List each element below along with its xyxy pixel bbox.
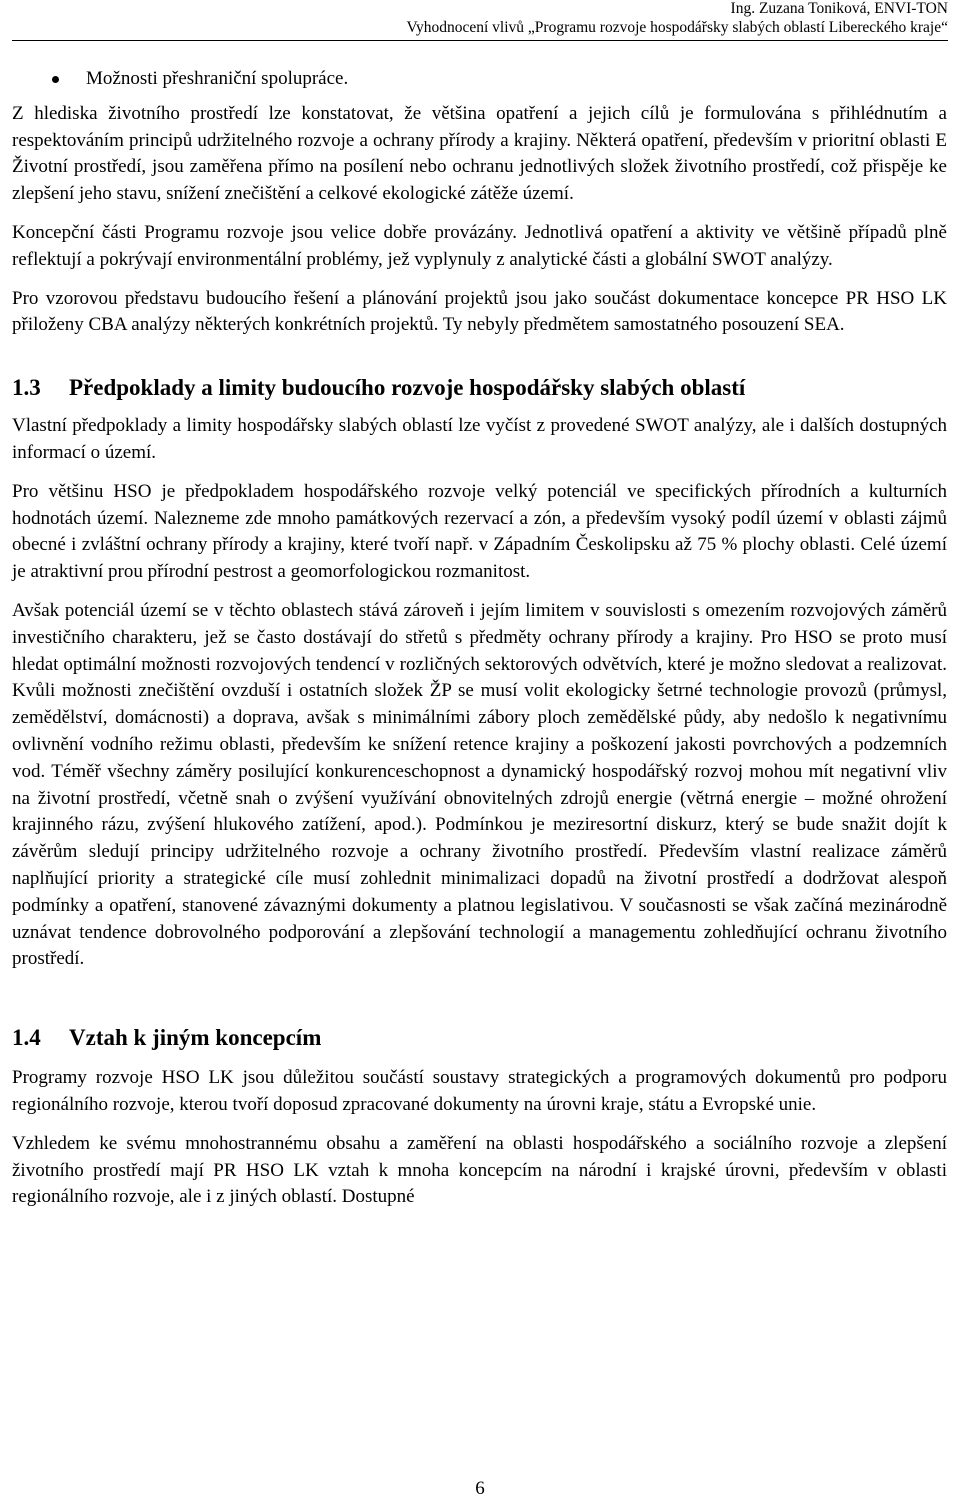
section-heading-1-3 xyxy=(12,373,947,403)
paragraph-1-4-b: Vzhledem ke svému mnohostrannému obsahu a zaměření na oblasti hospodářského a sociálního rozvoje a zlepšení životního prostředí mají PR HSO LK vztah k mnoha koncepcím na národní i krajské úrovni, především v oblasti regionálního rozvoje, ale i z jiných oblastí. Dostupné xyxy=(12,1132,947,1208)
section-number: 1.4 xyxy=(12,1025,41,1051)
header-author: Ing. Zuzana Toniková, ENVI-TON xyxy=(730,0,948,17)
section-number: 1.3 xyxy=(12,375,41,401)
section-title: Vztah k jiným koncepcím xyxy=(69,1025,322,1051)
page-header xyxy=(12,0,948,41)
section-title: Předpoklady a limity budoucího rozvoje hospodářsky slabých oblastí xyxy=(69,375,746,401)
bullet-dot-icon xyxy=(52,76,59,83)
bullet-item xyxy=(12,66,947,93)
paragraph-cba: Pro vzorovou představu budoucího řešení a plánování projektů jsou jako součást dokumentace koncepce PR HSO LK přiloženy CBA analýzy některých konkrétních projektů. Ty nebyly předmětem samostatného posouzení SEA. xyxy=(12,287,947,336)
paragraph-1-3-a: Vlastní předpoklady a limity hospodářsky slabých oblastí lze vyčíst z provedené SWOT analýzy, ale i dalších dostupných informací o území. xyxy=(12,415,947,463)
section-heading-1-4 xyxy=(12,1023,947,1053)
page-number: 6 xyxy=(475,1478,485,1499)
paragraph-environment: Z hlediska životního prostředí lze konstatovat, že většina opatření a jejich cílů je formulována s přihlédnutím a respektováním principů udržitelného rozvoje a ochrany přírody a krajiny. Některá opatření, především v prioritní oblasti E Životní prostředí, jsou zaměřena přímo na posílení nebo ochranu jednotlivých složek životního prostředí, což přispěje ke zlepšení jeho stavu, snížení znečištění a celkové ekologické zátěže území. xyxy=(12,102,947,205)
bullet-text: Možnosti přeshraniční spolupráce. xyxy=(86,68,349,89)
page-body xyxy=(12,66,947,1223)
paragraph-1-3-c: Avšak potenciál území se v těchto oblastech stává zároveň i jejím limitem v souvislosti s omezením rozvojových záměrů investičního charakteru, jež se často dostávají do střetů s předměty ochrany přírody a krajiny. Pro HSO se proto musí hledat optimální možnosti rozvojových tendencí v rozličných sektorových odvětvích, které je možno sledovat a realizovat. Kvůli možnosti znečištění ovzduší i ostatních složek ŽP se musí volit ekologicky šetrné technologie provozů (průmysl, zemědělství, domácnosti) a doprava, avšak s minimálními zábory ploch zemědělské půdy, aby nedošlo k negativnímu ovlivnění vodního režimu oblasti, především ke snížení retence krajiny a poškození jakosti povrchových a podzemních vod. Téměř všechny záměry posilující konkurenceschopnost a dynamický hospodářský rozvoj mohou mít negativní vliv na životní prostředí, včetně snah o zvýšení využívání obnovitelných zdrojů energie (větrná energie – možné ohrožení krajinného rázu, zvýšení hlukového zatížení, apod.). Podmínkou je meziresortní diskurz, který se bude snažit dojít k závěrům sledují principy udržitelného rozvoje a ochrany životního prostředí. Především vlastní realizace záměrů naplňující priority a strategické cíle musí zohlednit minimalizaci dopadů na životní prostředí a dodržovat alespoň podmínky a opatření, stanovené závaznými dokumenty a platnou legislativou. V současnosti se však začíná mezinárodně uznávat tendence dobrovolného podporování a zlepšování technologií a managementu zohledňující ochranu životního prostředí. xyxy=(12,599,947,970)
paragraph-conception: Koncepční části Programu rozvoje jsou velice dobře provázány. Jednotlivá opatření a aktivity ve většině případů plně reflektují a pokrývají environmentální problémy, jež vyplynuly z analytické části a globální SWOT analýzy. xyxy=(12,221,947,270)
paragraph-1-3-b: Pro většinu HSO je předpokladem hospodářského rozvoje velký potenciál ve specifických přírodních a kulturních hodnotách území. Nalezneme zde mnoho památkových rezervací a zón, a především vysoký podíl území v oblasti zájmů obecné i zvláštní ochrany přírody a krajiny, které tvoří např. v Západním Českolipsku až 75 % plochy oblasti. Celé území je atraktivní prou přírodní pestrost a geomorfologickou rozmanitost. xyxy=(12,480,947,583)
header-document-title: Vyhodnocení vlivů „Programu rozvoje hospodářsky slabých oblastí Libereckého kraje“ xyxy=(406,19,948,36)
paragraph-1-4-a: Programy rozvoje HSO LK jsou důležitou součástí soustavy strategických a programových dokumentů pro podporu regionálního rozvoje, kterou tvoří doposud zpracované dokumenty na úrovni kraje, státu a Evropské unie. xyxy=(12,1067,947,1115)
